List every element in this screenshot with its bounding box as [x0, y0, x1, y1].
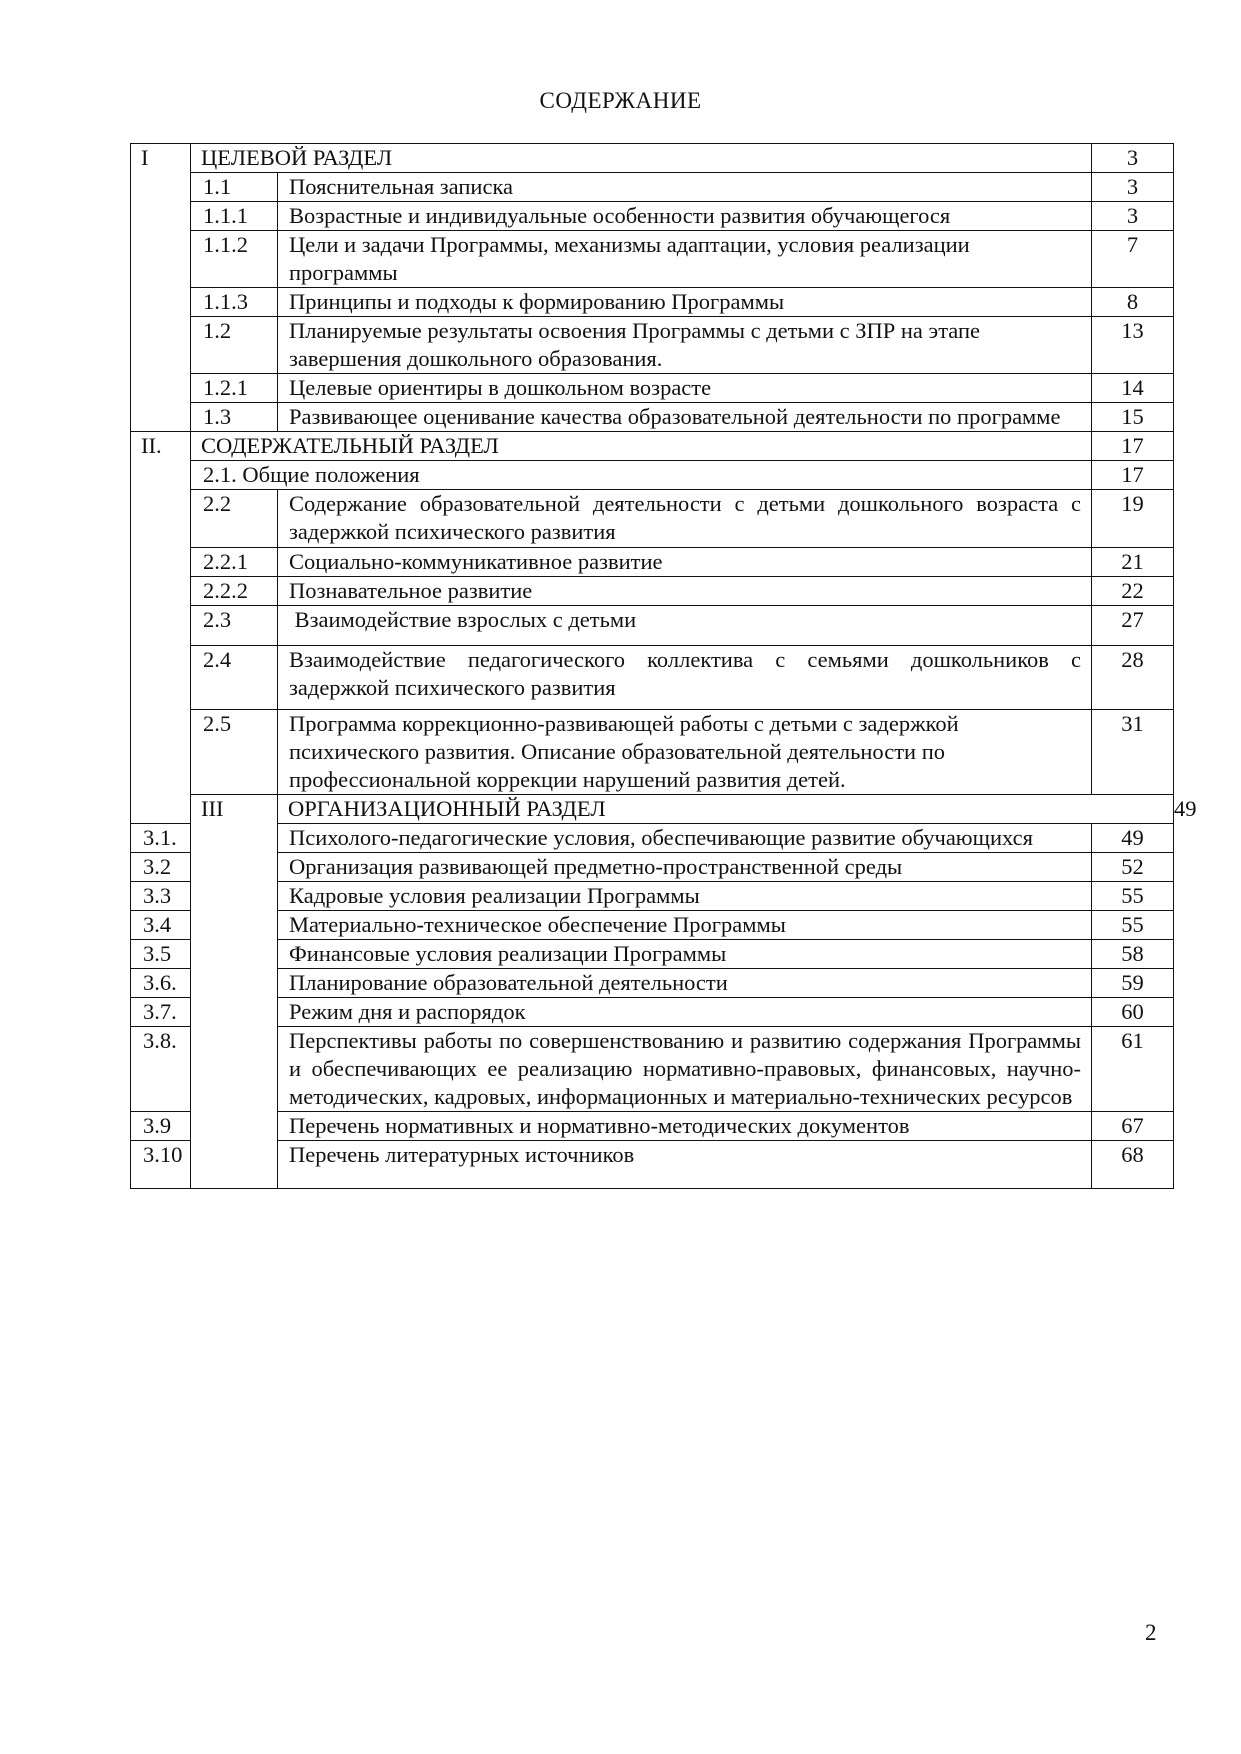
- entry-title: Целевые ориентиры в дошкольном возрасте: [278, 374, 1092, 403]
- table-row: [131, 911, 1174, 940]
- table-row: [131, 646, 1174, 710]
- table-row: [131, 548, 1174, 577]
- entry-title: Познавательное развитие: [278, 577, 1092, 606]
- entry-page: 60: [1092, 998, 1174, 1027]
- table-row: [131, 1112, 1174, 1141]
- table-row: [131, 710, 1174, 795]
- entry-page: 31: [1092, 710, 1174, 795]
- section-roman-numeral: I: [131, 144, 191, 432]
- section-header-row: [131, 432, 1174, 461]
- entry-page: 21: [1092, 548, 1174, 577]
- entry-number: 3.9: [131, 1112, 191, 1141]
- entry-number: 2.3: [191, 606, 278, 646]
- table-row: [131, 853, 1174, 882]
- entry-title: Режим дня и распорядок: [278, 998, 1092, 1027]
- entry-title: Пояснительная записка: [278, 173, 1092, 202]
- table-row: [131, 173, 1174, 202]
- entry-number: 1.3: [191, 403, 278, 432]
- entry-page: 59: [1092, 969, 1174, 998]
- entry-page: 13: [1092, 317, 1174, 374]
- table-row: [131, 374, 1174, 403]
- entry-number: 3.2: [131, 853, 191, 882]
- page-number: 2: [1145, 1620, 1157, 1645]
- entry-page: 27: [1092, 606, 1174, 646]
- entry-number: 1.1: [191, 173, 278, 202]
- entry-page: 17: [1092, 461, 1174, 490]
- table-row: [131, 998, 1174, 1027]
- section-title: ЦЕЛЕВОЙ РАЗДЕЛ: [191, 144, 1092, 173]
- entry-number: 2.2: [191, 490, 278, 548]
- entry-page: 55: [1092, 911, 1174, 940]
- entry-title: Планируемые результаты освоения Программы с детьми с ЗПР на этапе завершения дошкольного образования.: [278, 317, 1092, 374]
- entry-title: Возрастные и индивидуальные особенности развития обучающегося: [278, 202, 1092, 231]
- entry-page: 3: [1092, 173, 1174, 202]
- entry-title: Материально-техническое обеспечение Программы: [278, 911, 1092, 940]
- entry-page: 8: [1092, 288, 1174, 317]
- section-header-row: III ОРГАНИЗАЦИОННЫЙ РАЗДЕЛ 49: [131, 795, 1174, 824]
- entry-title: Финансовые условия реализации Программы: [278, 940, 1092, 969]
- entry-title: Взаимодействие педагогического коллектива с семьями дошкольников с задержкой психического развития: [278, 646, 1092, 710]
- entry-number: 2.2.1: [191, 548, 278, 577]
- entry-page: 3: [1092, 202, 1174, 231]
- table-row: [131, 317, 1174, 374]
- entry-title: Организация развивающей предметно-пространственной среды: [278, 853, 1092, 882]
- entry-number: 1.2: [191, 317, 278, 374]
- table-row: [131, 577, 1174, 606]
- entry-number: 1.1.3: [191, 288, 278, 317]
- table-of-contents: [130, 143, 1197, 1189]
- entry-title: Принципы и подходы к формированию Программы: [278, 288, 1092, 317]
- table-row: [131, 882, 1174, 911]
- entry-number: 2.5: [191, 710, 278, 795]
- entry-number: 1.2.1: [191, 374, 278, 403]
- entry-number: 2.2.2: [191, 577, 278, 606]
- entry-page: 61: [1092, 1027, 1174, 1112]
- table-row: [131, 1141, 1174, 1189]
- section-roman-numeral: III: [191, 795, 278, 1189]
- entry-title: Цели и задачи Программы, механизмы адаптации, условия реализации программы: [278, 231, 1092, 288]
- entry-number: 3.5: [131, 940, 191, 969]
- table-row: [131, 1027, 1174, 1112]
- table-row: [131, 403, 1174, 432]
- table-row: [131, 288, 1174, 317]
- entry-title: Перспективы работы по совершенствованию и развитию содержания Программы и обеспечивающих ее реализацию нормативно-правовых, финансовых, научно-методических, кадровых, информационных и материально-технических ресурсов: [278, 1027, 1092, 1112]
- entry-title: Кадровые условия реализации Программы: [278, 882, 1092, 911]
- entry-title: 2.1. Общие положения: [191, 461, 1092, 490]
- entry-page: 19: [1092, 490, 1174, 548]
- entry-number: 3.1.: [131, 824, 191, 853]
- entry-title: Взаимодействие взрослых с детьми: [278, 606, 1092, 646]
- entry-page: 52: [1092, 853, 1174, 882]
- section-page: 17: [1092, 432, 1174, 461]
- table-row: [131, 969, 1174, 998]
- entry-title: Планирование образовательной деятельности: [278, 969, 1092, 998]
- entry-number: 3.4: [131, 911, 191, 940]
- entry-number: 3.8.: [131, 1027, 191, 1112]
- section-page: 3: [1092, 144, 1174, 173]
- page-title: СОДЕРЖАНИЕ: [539, 88, 702, 113]
- entry-page: 68: [1092, 1141, 1174, 1189]
- entry-number: 2.4: [191, 646, 278, 710]
- section-header-row: [131, 144, 1174, 173]
- entry-title: Перечень нормативных и нормативно-методических документов: [278, 1112, 1092, 1141]
- table-row: [131, 231, 1174, 288]
- table-row: [131, 202, 1174, 231]
- table-row: [131, 461, 1174, 490]
- entry-page: 55: [1092, 882, 1174, 911]
- entry-title: Перечень литературных источников: [278, 1141, 1092, 1189]
- section-title: ОРГАНИЗАЦИОННЫЙ РАЗДЕЛ: [278, 795, 1174, 824]
- table-row: [131, 940, 1174, 969]
- entry-title: Психолого-педагогические условия, обеспечивающие развитие обучающихся: [278, 824, 1092, 853]
- entry-number: 3.10: [131, 1141, 191, 1189]
- entry-page: 15: [1092, 403, 1174, 432]
- table-row: [131, 606, 1174, 646]
- table-row: [131, 824, 1174, 853]
- entry-number: 3.3: [131, 882, 191, 911]
- entry-page: 22: [1092, 577, 1174, 606]
- section-roman-numeral: II.: [131, 432, 191, 824]
- entry-page: 28: [1092, 646, 1174, 710]
- entry-page: 14: [1092, 374, 1174, 403]
- entry-title: Программа коррекционно-развивающей работы с детьми с задержкой психического развития. Описание образовательной деятельности по профессиональной коррекции нарушений развития детей.: [278, 710, 1092, 795]
- entry-number: 3.7.: [131, 998, 191, 1027]
- entry-page: 67: [1092, 1112, 1174, 1141]
- section-title: СОДЕРЖАТЕЛЬНЫЙ РАЗДЕЛ: [191, 432, 1092, 461]
- entry-page: 58: [1092, 940, 1174, 969]
- entry-number: 3.6.: [131, 969, 191, 998]
- entry-number: 1.1.2: [191, 231, 278, 288]
- entry-page: 7: [1092, 231, 1174, 288]
- entry-page: 49: [1092, 824, 1174, 853]
- table-row: [131, 490, 1174, 548]
- entry-number: 1.1.1: [191, 202, 278, 231]
- entry-title: Содержание образовательной деятельности с детьми дошкольного возраста с задержкой психического развития: [278, 490, 1092, 548]
- entry-title: Развивающее оценивание качества образовательной деятельности по программе: [278, 403, 1092, 432]
- entry-title: Социально-коммуникативное развитие: [278, 548, 1092, 577]
